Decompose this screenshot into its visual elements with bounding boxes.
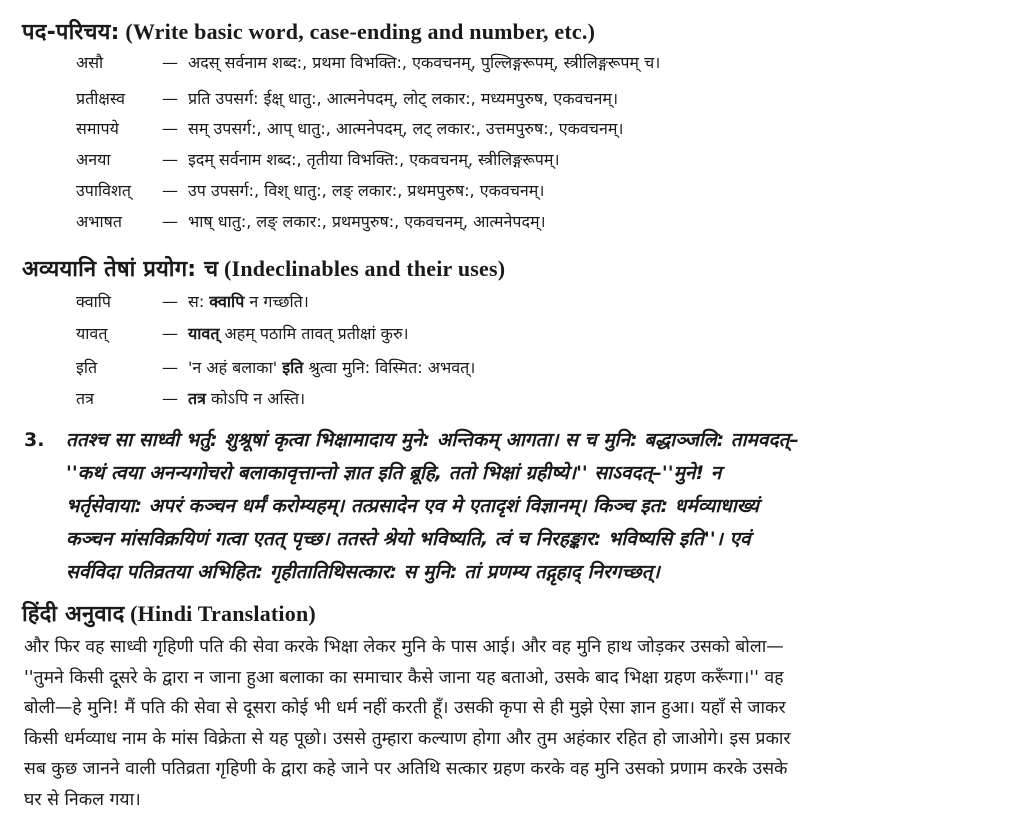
term: यावत् bbox=[76, 324, 108, 343]
avyaya-row bbox=[76, 323, 409, 345]
avyaya-row bbox=[76, 291, 309, 313]
passage-line: ''कथं त्वया अनन्यगोचरो बलाकावृत्तान्तो ज्ञात इति ब्रूहि, ततो भिक्षां ग्रहीष्ये।'' साऽवदत्–''मुने! न bbox=[66, 462, 722, 484]
description: भाष् धातु:, लङ् लकार:, प्रथमपुरुष:, एकवचनम्, आत्मनेपदम्। bbox=[188, 212, 546, 231]
example-post: श्रुत्वा मुनि: विस्मित: अभवत्। bbox=[303, 358, 476, 377]
example-keyword: इति bbox=[282, 358, 304, 377]
term: तत्र bbox=[76, 389, 94, 408]
dash: — bbox=[162, 212, 178, 231]
pad-parichay-heading bbox=[22, 16, 595, 46]
pad-row bbox=[76, 211, 546, 233]
dash: — bbox=[162, 292, 178, 311]
hindi-translation bbox=[24, 632, 1002, 815]
example-post: अहम् पठामि तावत् प्रतीक्षां कुरु। bbox=[219, 324, 409, 343]
avyaya-row bbox=[76, 388, 305, 410]
description: प्रति उपसर्ग: ईक्ष् धातु:, आत्मनेपदम्, लोट् लकार:, मध्यमपुरुष, एकवचनम्। bbox=[188, 89, 619, 108]
pad-row bbox=[76, 52, 660, 74]
pad-row bbox=[76, 118, 623, 140]
example-pre: स: bbox=[188, 292, 210, 311]
translation-line: बोली—हे मुनि! मैं पति की सेवा से दूसरा कोई भी धर्म नहीं करती हूँ। उसकी कृपा से ही मुझे ऐसा ज्ञान हुआ। यहाँ से जाकर bbox=[24, 698, 786, 718]
dash: — bbox=[162, 324, 178, 343]
term: इति bbox=[76, 358, 98, 377]
heading-hindi: पद-परिचय: bbox=[22, 20, 120, 45]
pad-row bbox=[76, 88, 618, 110]
dash: — bbox=[162, 89, 178, 108]
translation-line: सब कुछ जानने वाली पतिव्रता गृहिणी के द्वारा कहे जाने पर अतिथि सत्कार ग्रहण करके वह मुनि उसको प्रणाम करके उसके bbox=[24, 759, 788, 779]
example-keyword: तत्र bbox=[188, 389, 206, 408]
example-keyword: यावत् bbox=[188, 324, 220, 343]
example-post: न गच्छति। bbox=[244, 292, 309, 311]
passage-number: 3. bbox=[24, 429, 45, 451]
heading-hindi: अव्ययानि तेषां प्रयोग: च bbox=[22, 257, 219, 282]
description: अदस् सर्वनाम शब्द:, प्रथमा विभक्ति:, एकवचनम्, पुल्लिङ्गरूपम्, स्त्रीलिङ्गरूपम् च। bbox=[188, 53, 661, 72]
term: असौ bbox=[76, 53, 104, 72]
translation-line: ''तुमने किसी दूसरे के द्वारा न जाना हुआ बलाका का समाचार कैसे जाना यह बताओ, उसके बाद भिक्षा ग्रहण करूँगा।'' वह bbox=[24, 667, 784, 688]
example-post: कोऽपि न अस्ति। bbox=[205, 389, 306, 408]
translation-line: घर से निकल गया। bbox=[24, 789, 141, 810]
term: अभाषत bbox=[76, 212, 122, 231]
term: क्वापि bbox=[76, 292, 111, 311]
dash: — bbox=[162, 119, 178, 138]
translation-heading bbox=[22, 598, 316, 628]
passage-line: भर्तृसेवाया: अपरं कञ्चन धर्मं करोम्यहम्। तत्प्रसादेन एव मे एतादृशं विज्ञानम्। किञ्च इत: धर्मव्याधाख्यं bbox=[66, 495, 759, 517]
avyayani-heading bbox=[22, 253, 505, 283]
dash: — bbox=[162, 389, 178, 408]
pad-row bbox=[76, 149, 560, 171]
description: सम् उपसर्ग:, आप् धातु:, आत्मनेपदम्, लट् लकार:, उत्तमपुरुष:, एकवचनम्। bbox=[188, 119, 624, 138]
translation-line: और फिर वह साध्वी गृहिणी पति की सेवा करके भिक्षा लेकर मुनि के पास आई। और वह मुनि हाथ जोड़कर उसको बोला— bbox=[24, 637, 784, 657]
description: इदम् सर्वनाम शब्द:, तृतीया विभक्ति:, एकवचनम्, स्त्रीलिङ्गरूपम्। bbox=[188, 150, 560, 169]
term: प्रतीक्षस्व bbox=[76, 89, 125, 108]
heading-english: (Hindi Translation) bbox=[130, 601, 316, 626]
dash: — bbox=[162, 358, 178, 377]
passage-line: ततश्च सा साध्वी भर्तु: शुश्रूषां कृत्वा भिक्षामादाय मुने: अन्तिकम् आगता। स च मुनि: बद्धाञ्जलि: तामवदत्– bbox=[66, 429, 799, 451]
passage-line: सर्वविदा पतिव्रतया अभिहित: गृहीतातिथिसत्कार: स मुनि: तां प्रणम्य तद्गृहाद् निरगच्छत्। bbox=[66, 561, 660, 583]
example-pre: 'न अहं बलाका' bbox=[188, 358, 283, 377]
description: उप उपसर्ग:, विश् धातु:, लङ् लकार:, प्रथमपुरुष:, एकवचनम्। bbox=[188, 181, 545, 200]
heading-english: (Indeclinables and their uses) bbox=[224, 256, 506, 281]
heading-english: (Write basic word, case-ending and number, etc.) bbox=[125, 19, 596, 44]
term: समापये bbox=[76, 119, 119, 138]
avyaya-row bbox=[76, 357, 475, 379]
dash: — bbox=[162, 53, 178, 72]
translation-line: किसी धर्मव्याध नाम के मांस विक्रेता से यह पूछो। उससे तुम्हारा कल्याण होगा और तुम अहंकार रहित हो जाओगे। इस प्रकार bbox=[24, 728, 791, 749]
term: उपाविशत् bbox=[76, 181, 132, 200]
pad-row bbox=[76, 180, 544, 202]
term: अनया bbox=[76, 150, 111, 169]
dash: — bbox=[162, 150, 178, 169]
heading-hindi: हिंदी अनुवाद bbox=[22, 602, 125, 627]
passage-line: कञ्चन मांसविक्रयिणं गत्वा एतत् पृच्छ। ततस्ते श्रेयो भविष्यति, त्वं च निरहङ्कार: भविष्यसि इति''। एवं bbox=[66, 528, 751, 550]
dash: — bbox=[162, 181, 178, 200]
example-keyword: क्वापि bbox=[209, 292, 245, 311]
